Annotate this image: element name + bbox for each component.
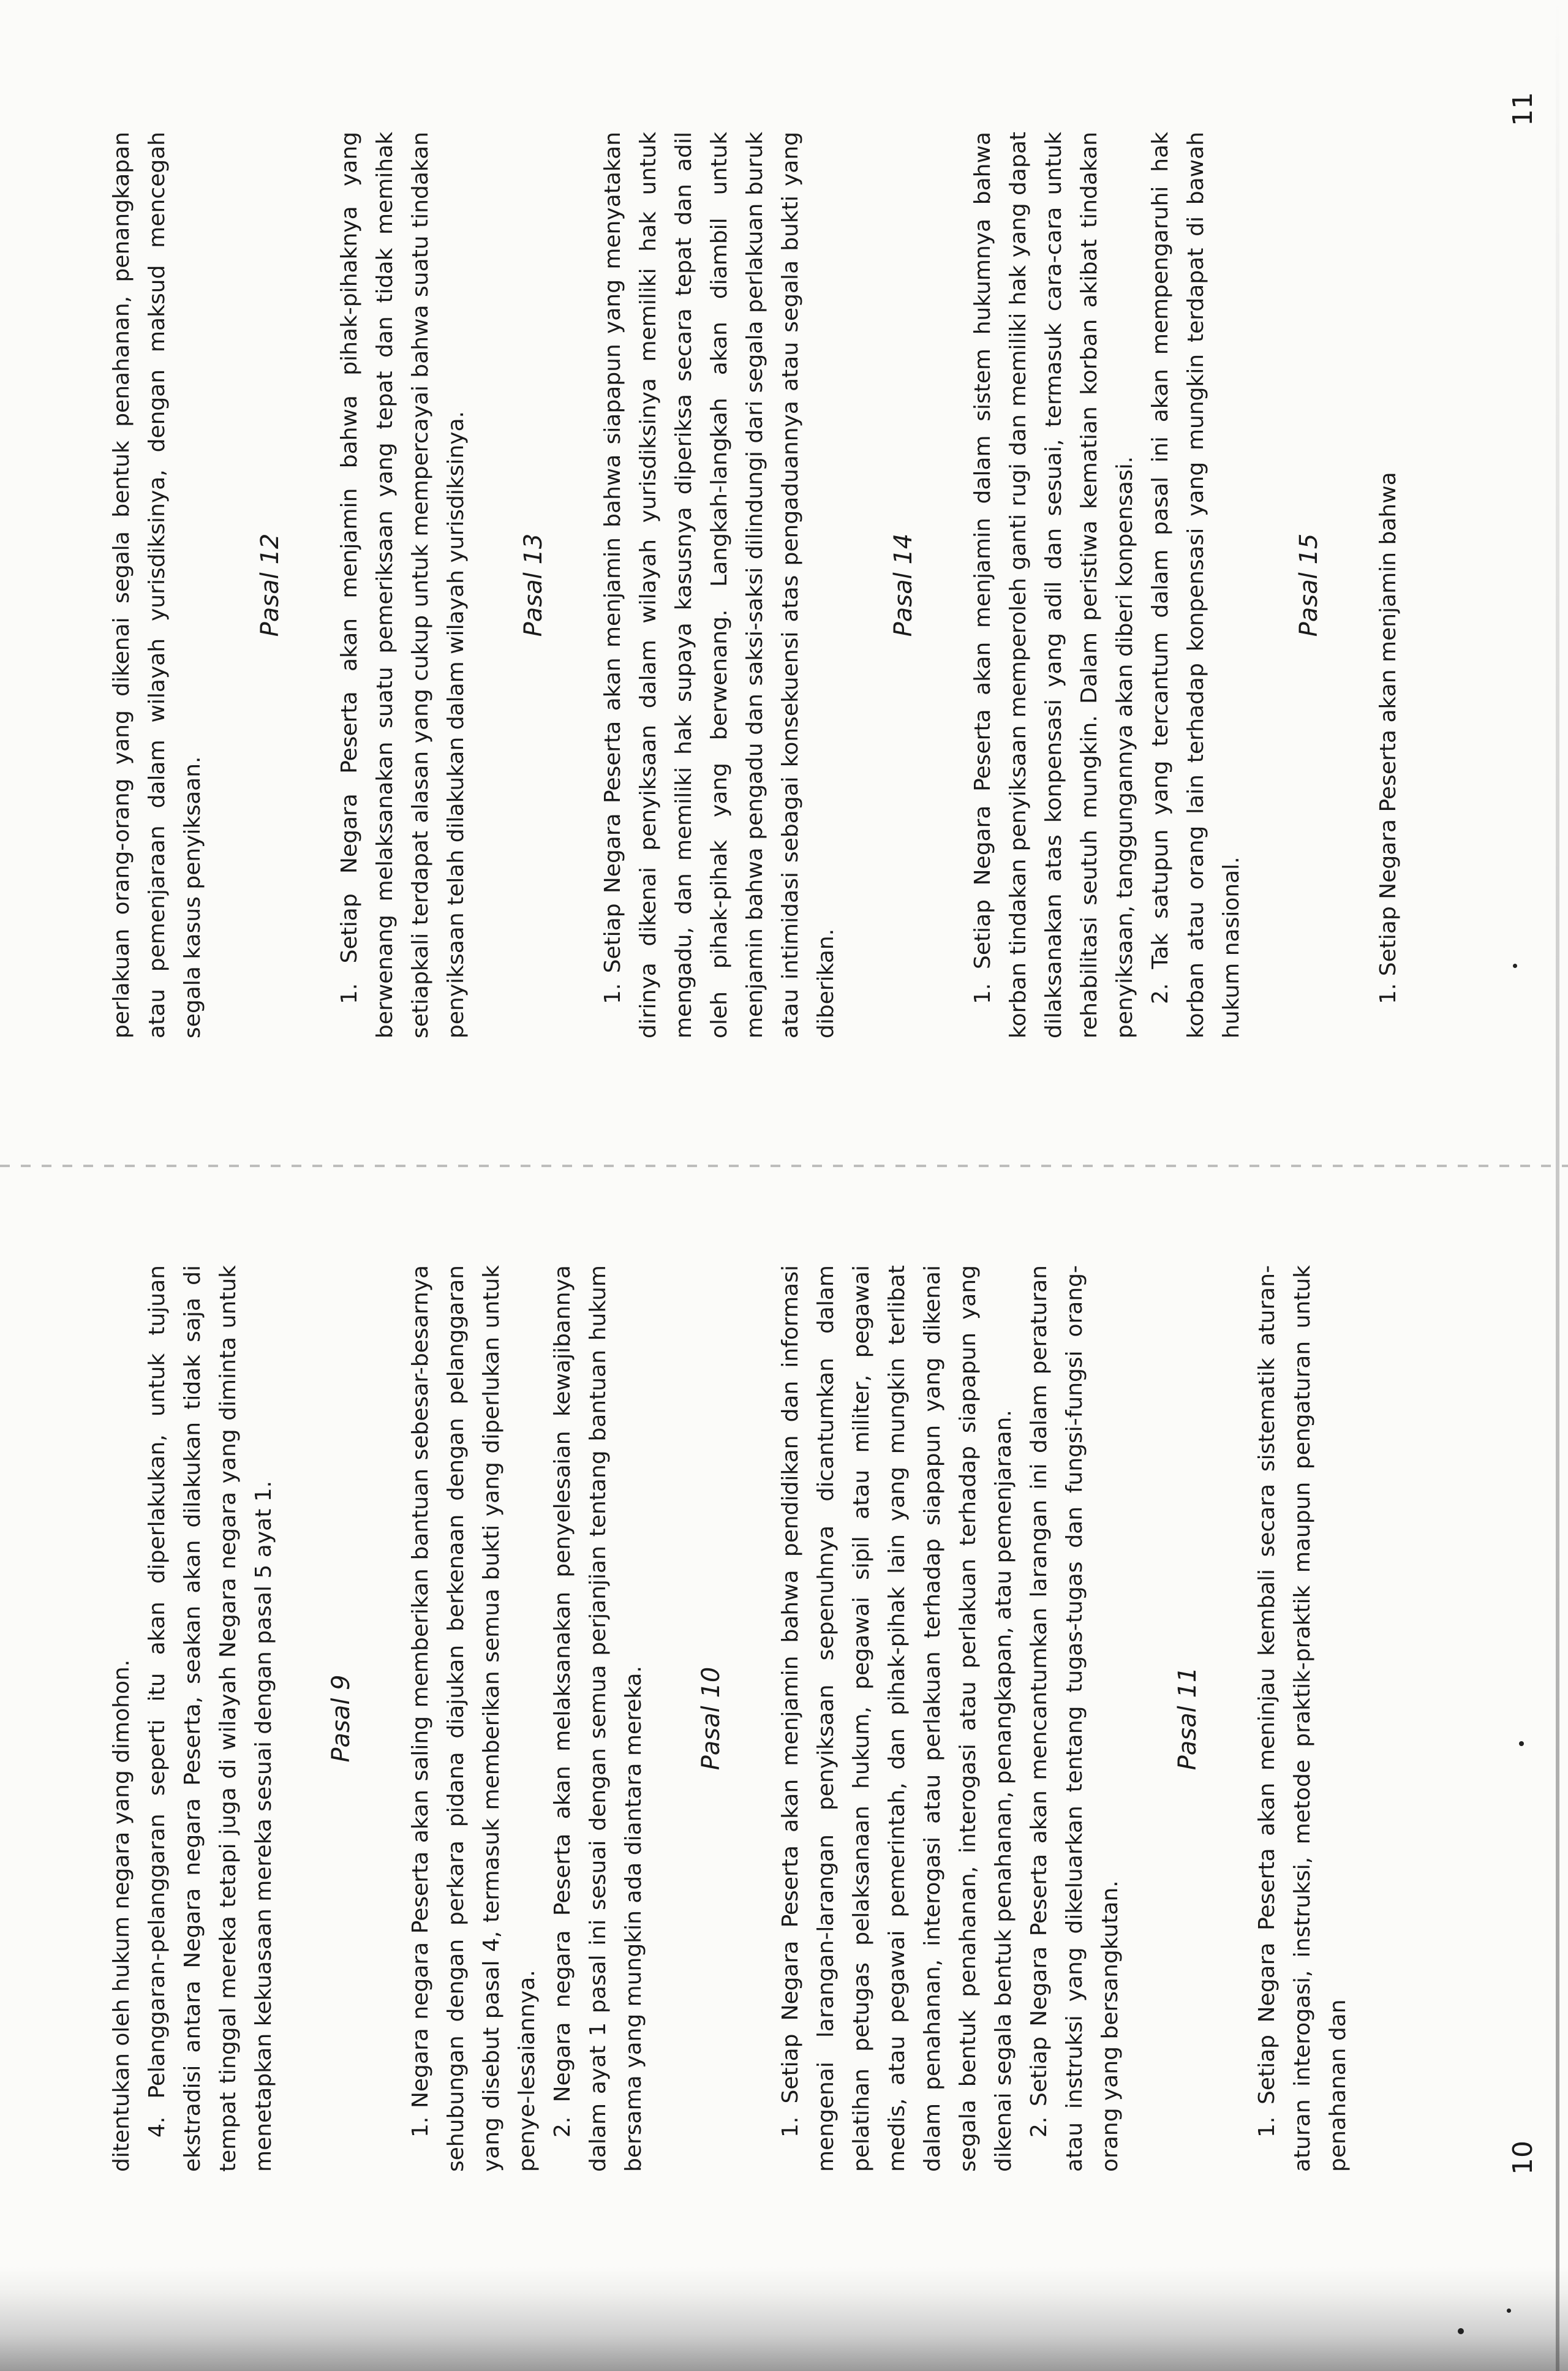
paragraph: 2. Setiap Negara Peserta akan mencantumkan larangan ini dalam peraturan atau instruksi yang dikeluarkan tentang tugas-tugas dan fungsi-fungsi orang-orang yang bersangkutan. [1027,1265,1123,2172]
paragraph: 1. Setiap Negara Peserta akan menjamin bahwa [1376,472,1401,1004]
paragraph: 2. Tak satupun yang tercantum dalam pasal ini akan mempengaruhi hak korban atau orang lain terhadap konpensasi yang mungkin terdapat di bawah hukum nasional. [1148,132,1244,1038]
right-page [0,43,1568,1146]
article-heading: Pasal 9 [327,1674,355,1763]
paragraph: 1. Setiap Negara Peserta akan menjamin bahwa siapapun yang menyatakan dirinya dikenai penyiksaan dalam wilayah yurisdiksinya memiliki hak untuk mengadu, dan memiliki hak supaya kasusnya diperiksa secara tepat dan adil oleh pihak-pihak yang berwenang. Langkah-langkah akan diambil untuk menjamin bahwa pengadu dan saksi-saksi dilindungi dari segala perlakuan buruk atau intimidasi sebagai konsekuensi atas pengaduannya atau segala bukti yang diberikan. [600,132,839,1038]
gutter-line [0,1165,1568,1167]
paragraph: 2. Negara negara Peserta akan melaksanakan penyelesaian kewajibannya dalam ayat 1 pasal ini sesuai dengan semua perjanjian tentang bantuan hukum bersama yang mungkin ada diantara mereka. [550,1265,646,2172]
article-heading: Pasal 14 [889,533,918,637]
paragraph: 1. Setiap Negara Peserta akan menjamin bahwa pihak-pihaknya yang berwenang melaksanakan suatu pemeriksaan yang tepat dan tidak memihak setiapkali terdapat alasan yang cukup untuk mempercayai bahwa suatu tindakan penyiksaan telah dilakukan dalam wilayah yurisdiksinya. [337,132,469,1038]
article-heading: Pasal 11 [1174,1666,1202,1771]
page-number: 10 [1507,2141,1539,2175]
scan-speck [1513,964,1517,968]
left-page [0,1182,1568,2297]
right-page-text-column [104,132,1406,1038]
paragraph: 1. Setiap Negara Peserta akan menjamin bahwa pendidikan dan informasi mengenai larangan-larangan penyiksaan sepenuhnya dicantumkan dalam pelatihan petugas pelaksanaan hukum, pegawai sipil atau militer, pegawai medis, atau pegawai pemerintah, dan pihak-pihak lain yang mungkin terlibat dalam penahanan, interogasi atau perlakuan terhadap siapapun yang dikenai segala bentuk penahanan, interogasi atau perlakuan terhadap siapapun yang dikenai segala bentuk penahanan, penangkapan, atau pemenjaraan. [778,1265,1016,2172]
paragraph: 4. Pelanggaran-pelanggaran seperti itu akan diperlakukan, untuk tujuan ekstradisi antara Negara negara Peserta, seakan akan dilakukan tidak saja di tempat tinggal mereka tetapi juga di wilayah Negara negara yang diminta untuk menetapkan kekuasaan mereka sesuai dengan pasal 5 ayat 1. [145,1265,276,2172]
scan-speck [1519,1741,1524,1746]
paragraph: perlakuan orang-orang yang dikenai segala bentuk penahanan, penangkapan atau pemenjaraan dalam wilayah yurisdiksinya, dengan maksud mencegah segala kasus penyiksaan. [109,132,205,1038]
scan-speck [1458,2328,1464,2334]
article-heading: Pasal 13 [519,533,548,637]
paragraph: 1. Setiap Negara Peserta akan menjamin dalam sistem hukumnya bahwa korban tindakan penyiksaan memperoleh ganti rugi dan memiliki hak yang dapat dilaksanakan atas konpensasi yang adil dan sesuai, termasuk cara-cara untuk rehabilitasi seutuh mungkin. Dalam peristiwa kematian korban akibat tindakan penyiksaan, tanggungannya akan diberi konpensasi. [970,132,1137,1038]
paragraph: ditentukan oleh hukum negara yang dimohon. [109,1659,134,2172]
article-heading: Pasal 15 [1295,533,1323,637]
paragraph: 1. Setiap Negara Peserta akan meninjau kembali secara sistematik aturan-aturan interogasi, instruksi, metode praktik-praktik maupun pengaturan untuk penahanan dan [1254,1265,1351,2172]
scan-speck [1507,2309,1511,2313]
page-number: 11 [1507,92,1539,126]
article-heading: Pasal 12 [256,533,284,637]
article-heading: Pasal 10 [697,1666,725,1771]
paragraph: 1. Negara negara Peserta akan saling memberikan bantuan sebesar-besarnya sehubungan dengan perkara pidana diajukan berkenaan dengan pelanggaran yang disebut pasal 4, termasuk memberikan semua bukti yang diperlukan untuk penye-lesaiannya. [408,1265,540,2172]
left-page-text-column [104,1265,1356,2172]
